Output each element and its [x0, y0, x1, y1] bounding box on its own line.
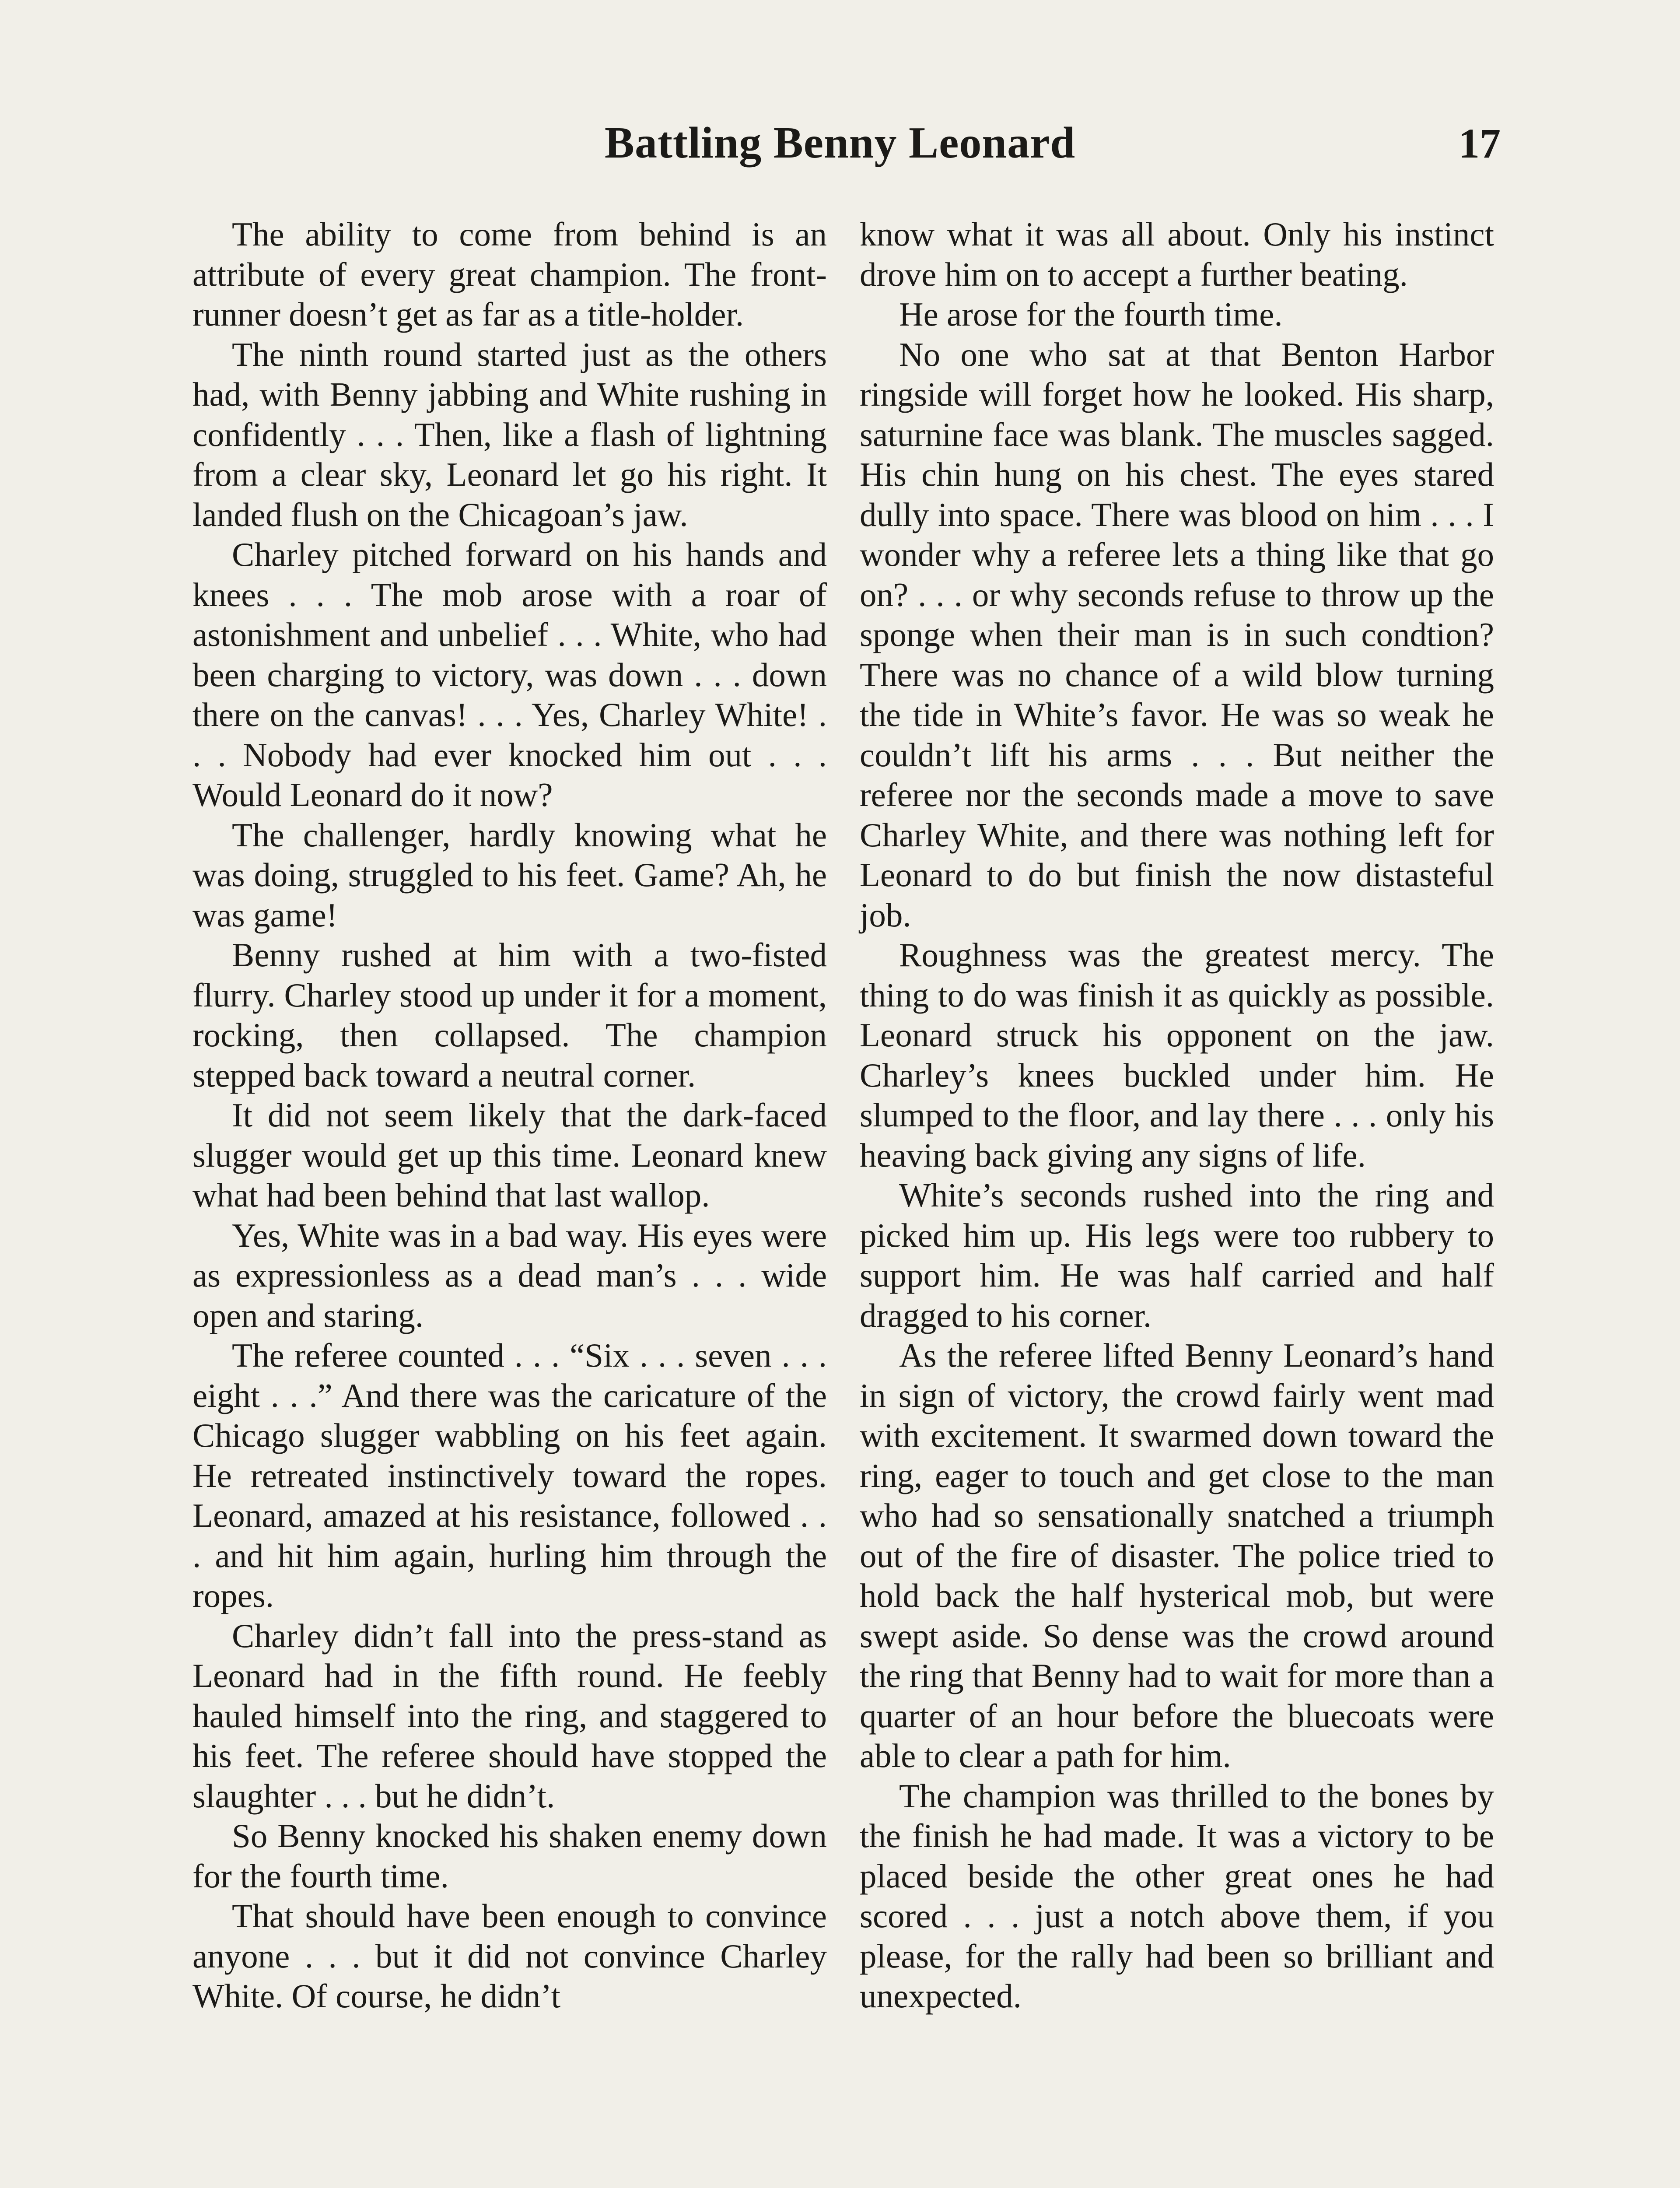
paragraph: No one who sat at that Benton Harbor ringside will forget how he looked. His sharp, saturnine face was blank. The muscles sagged. His chin hung on his chest. The eyes stared dully into space. There was blood on him . . . I wonder why a referee lets a thing like that go on? . . . or why seconds refuse to throw up the sponge when their man is in such condtion? There was no chance of a wild blow turning the tide in White’s favor. He was so weak he couldn’t lift his arms . . . But neither the referee nor the seconds made a move to save Charley White, and there was nothing left for Leonard to do but finish the now distasteful job.: [860, 335, 1494, 934]
paragraph: White’s seconds rushed into the ring and picked him up. His legs were too rubbery to support him. He was half carried and half dragged to his corner.: [860, 1176, 1494, 1334]
paragraph: Roughness was the greatest mercy. The thing to do was finish it as quickly as possible. Leonard struck his opponent on the jaw. Charley’s knees buckled under him. He slumped to the floor, and lay there . . . only his heaving back giving any signs of life.: [860, 936, 1494, 1174]
paragraph: The challenger, hardly knowing what he was doing, struggled to his feet. Game? Ah, he was game!: [192, 816, 827, 934]
paragraph: So Benny knocked his shaken enemy down for the fourth time.: [192, 1817, 827, 1895]
paragraph: The referee counted . . . “Six . . . seven . . . eight . . .” And there was the caricature of the Chicago slugger wabbling on his feet again. He retreated instinctively toward the ropes. Leonard, amazed at his resistance, followed . . . and hit him again, hurling him through the ropes.: [192, 1336, 827, 1614]
page-number: 17: [1459, 120, 1501, 167]
paragraph: Yes, White was in a bad way. His eyes were as expressionless as a dead man’s . . . wide open and staring.: [192, 1216, 827, 1334]
paragraph: Benny rushed at him with a two-fisted flurry. Charley stood up under it for a moment, rocking, then collapsed. The champion stepped back toward a neutral corner.: [192, 936, 827, 1094]
paragraph: As the referee lifted Benny Leonard’s hand in sign of victory, the crowd fairly went mad with excitement. It swarmed down toward the ring, eager to touch and get close to the man who had so sensationally snatched a triumph out of the fire of disaster. The police tried to hold back the half hysterical mob, but were swept aside. So dense was the crowd around the ring that Benny had to wait for more than a quarter of an hour before the bluecoats were able to clear a path for him.: [860, 1336, 1494, 1774]
paragraph: The champion was thrilled to the bones by the finish he had made. It was a victory to be placed beside the other great ones he had scored . . . just a notch above them, if you please, for the rally had been so brilliant and unexpected.: [860, 1777, 1494, 2015]
continued-paragraph: know what it was all about. Only his instinct drove him on to accept a further beating.: [860, 215, 1494, 293]
paragraph: The ninth round started just as the others had, with Benny jabbing and White rushing in confidently . . . Then, like a flash of lightning from a clear sky, Leonard let go his right. It landed flush on the Chicagoan’s jaw.: [192, 335, 827, 533]
paragraph: It did not seem likely that the dark-faced slugger would get up this time. Leonard knew what had been behind that last wallop.: [192, 1096, 827, 1214]
paragraph: That should have been enough to convince anyone . . . but it did not convince Charley White. Of course, he didn’t: [192, 1897, 827, 2015]
left-text-column: [192, 214, 827, 2016]
paragraph: Charley didn’t fall into the press-stand as Leonard had in the fifth round. He feebly hauled himself into the ring, and staggered to his feet. The referee should have stopped the slaughter . . . but he didn’t.: [192, 1616, 827, 1815]
paragraph: The ability to come from behind is an attribute of every great champion. The front-runner doesn’t get as far as a title-holder.: [192, 215, 827, 333]
running-title: Battling Benny Leonard: [604, 118, 1076, 168]
paragraph: Charley pitched forward on his hands and knees . . . The mob arose with a roar of astonishment and unbelief . . . White, who had been charging to victory, was down . . . down there on the canvas! . . . Yes, Charley White! . . . Nobody had ever knocked him out . . . Would Leonard do it now?: [192, 536, 827, 813]
right-text-column: [860, 214, 1494, 2016]
paragraph: He arose for the fourth time.: [899, 295, 1283, 333]
